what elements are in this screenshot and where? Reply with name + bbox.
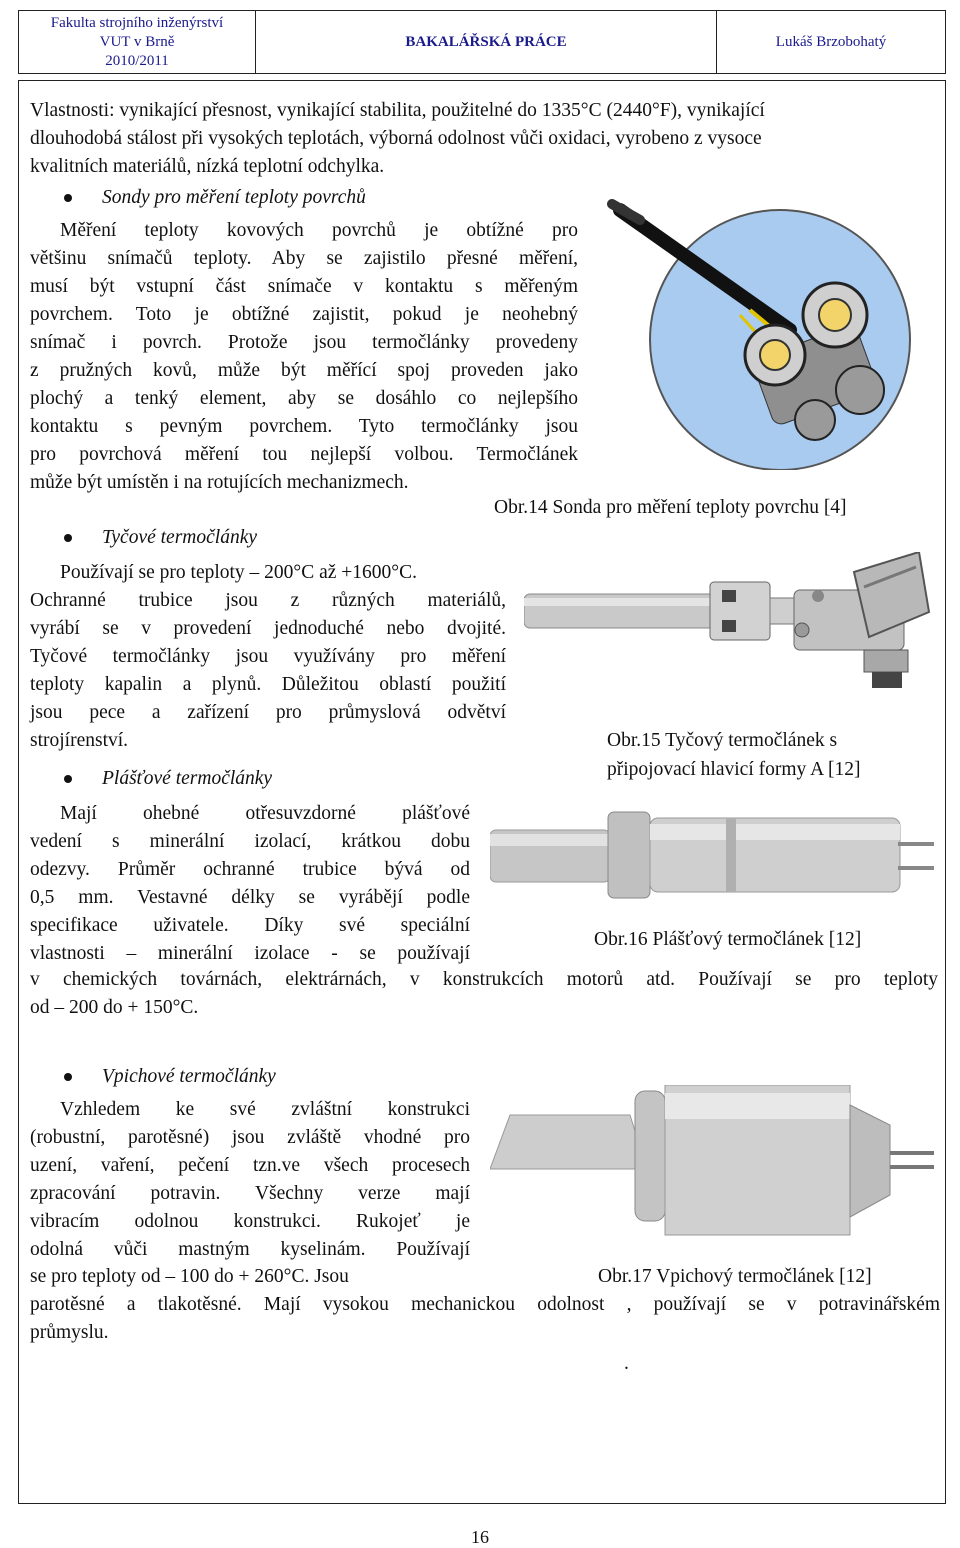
body-line: Ochranné trubice jsou z různých materiálů, bbox=[30, 590, 506, 611]
section-heading: Vpichové termočlánky bbox=[102, 1066, 276, 1087]
sheathed-thermocouple-image bbox=[490, 800, 934, 910]
body-line: Tyčové termočlánky jsou využívány pro měření bbox=[30, 646, 506, 667]
body-line: musí být vstupní část snímače v kontaktu s měřeným bbox=[30, 276, 578, 297]
header-faculty-line: 2010/2011 bbox=[105, 52, 169, 69]
body-line: snímač i povrch. Protože jsou termočlánky provedeny bbox=[30, 332, 578, 353]
body-line: Vzhledem ke své zvláštní konstrukci bbox=[60, 1099, 470, 1120]
body-line: strojírenství. bbox=[30, 730, 129, 751]
body-line: specifikace uživatele. Díky své speciální bbox=[30, 915, 470, 936]
body-line: pro povrchová měření tou nejlepší volbou. Termočlánek bbox=[30, 444, 578, 465]
piercing-thermocouple-image bbox=[490, 1085, 934, 1260]
figure-caption: Obr.14 Sonda pro měření teploty povrchu [4] bbox=[494, 497, 847, 518]
header-author: Lukáš Brzobohatý bbox=[717, 11, 946, 74]
body-line: v chemických továrnách, elektrárnách, v konstrukcích motorů atd. Používají se pro teploty bbox=[30, 969, 938, 990]
intro-line: Vlastnosti: vynikající přesnost, vynikající stabilita, použitelné do 1335°C (2440°F), vynikající bbox=[30, 100, 765, 121]
page-number: 16 bbox=[471, 1527, 489, 1547]
body-line: odolná vůči mastným kyselinám. Používají bbox=[30, 1239, 470, 1260]
body-line: odezvy. Průměr ochranné trubice bývá od bbox=[30, 859, 470, 880]
header-title: BAKALÁŘSKÁ PRÁCE bbox=[256, 11, 717, 74]
bullet-icon bbox=[64, 775, 72, 783]
body-line: 0,5 mm. Vestavné délky se vyrábějí podle bbox=[30, 887, 470, 908]
body-line: Měření teploty kovových povrchů je obtížné pro bbox=[60, 220, 578, 241]
body-line: vlastnosti – minerální izolace - se používají bbox=[30, 943, 470, 964]
body-line: Mají ohebné otřesuvzdorné plášťové bbox=[60, 803, 470, 824]
body-line: (robustní, parotěsné) jsou zvláště vhodné pro bbox=[30, 1127, 470, 1148]
intro-line: kvalitních materiálů, nízká teplotní odchylka. bbox=[30, 156, 385, 177]
body-line: povrchem. Toto je obtížné zajistit, pokud je neohebný bbox=[30, 304, 578, 325]
stray-dot: . bbox=[624, 1353, 629, 1374]
body-line: uzení, vaření, pečení tzn.ve všech procesech bbox=[30, 1155, 470, 1176]
header-faculty-line: Fakulta strojního inženýrství bbox=[50, 14, 224, 31]
body-line: z pružných kovů, může být měřící spoj proveden jako bbox=[30, 360, 578, 381]
body-line: kontaktu s pevným povrchem. Tyto termočlánky jsou bbox=[30, 416, 578, 437]
body-line: vyrábí se v provedení jednoduché nebo dvojité. bbox=[30, 618, 506, 639]
section-heading: Sondy pro měření teploty povrchů bbox=[102, 187, 366, 208]
body-line: průmyslu. bbox=[30, 1322, 109, 1343]
figure-caption: připojovací hlavicí formy A [12] bbox=[607, 759, 861, 780]
header-faculty bbox=[19, 11, 256, 74]
page-header bbox=[18, 10, 946, 74]
body-line: jsou pece a zařízení pro průmyslová odvětví bbox=[30, 702, 506, 723]
body-line: se pro teploty od – 100 do + 260°C. Jsou bbox=[30, 1266, 349, 1287]
section-heading: Tyčové termočlánky bbox=[102, 527, 258, 548]
body-line: od – 200 do + 150°C. bbox=[30, 997, 199, 1018]
body-line: parotěsné a tlakotěsné. Mají vysokou mechanickou odolnost , používají se v potravinářském bbox=[30, 1294, 940, 1315]
body-line: teploty kapalin a plynů. Důležitou oblastí použití bbox=[30, 674, 506, 695]
bullet-icon bbox=[64, 1073, 72, 1081]
body-line: vedení s minerální izolací, krátkou dobu bbox=[30, 831, 470, 852]
section-heading: Plášťové termočlánky bbox=[102, 768, 273, 789]
body-line: plochý a tenký element, aby se dosáhlo co nejlepšího bbox=[30, 388, 578, 409]
header-faculty-line: VUT v Brně bbox=[99, 33, 175, 50]
body-line: většinu snímačů teploty. Aby se zajistilo přesné měření, bbox=[30, 248, 578, 269]
body-line: vibracím odolnou konstrukci. Rukojeť je bbox=[30, 1211, 470, 1232]
body-line: zpracování potravin. Všechny verze mají bbox=[30, 1183, 470, 1204]
figure-caption: Obr.15 Tyčový termočlánek s bbox=[607, 730, 838, 751]
figure-caption: Obr.17 Vpichový termočlánek [12] bbox=[598, 1266, 872, 1287]
body-line: Používají se pro teploty – 200°C až +1600°C. bbox=[60, 562, 417, 583]
bullet-icon bbox=[64, 534, 72, 542]
body-line: může být umístěn i na rotujících mechanizmech. bbox=[30, 472, 409, 493]
bullet-icon bbox=[64, 194, 72, 202]
rod-thermocouple-image bbox=[524, 552, 934, 712]
surface-probe-image bbox=[600, 190, 936, 470]
intro-line: dlouhodobá stálost při vysokých teplotách, výborná odolnost vůči oxidaci, vyrobeno z vysoce bbox=[30, 128, 762, 149]
figure-caption: Obr.16 Plášťový termočlánek [12] bbox=[594, 929, 862, 950]
